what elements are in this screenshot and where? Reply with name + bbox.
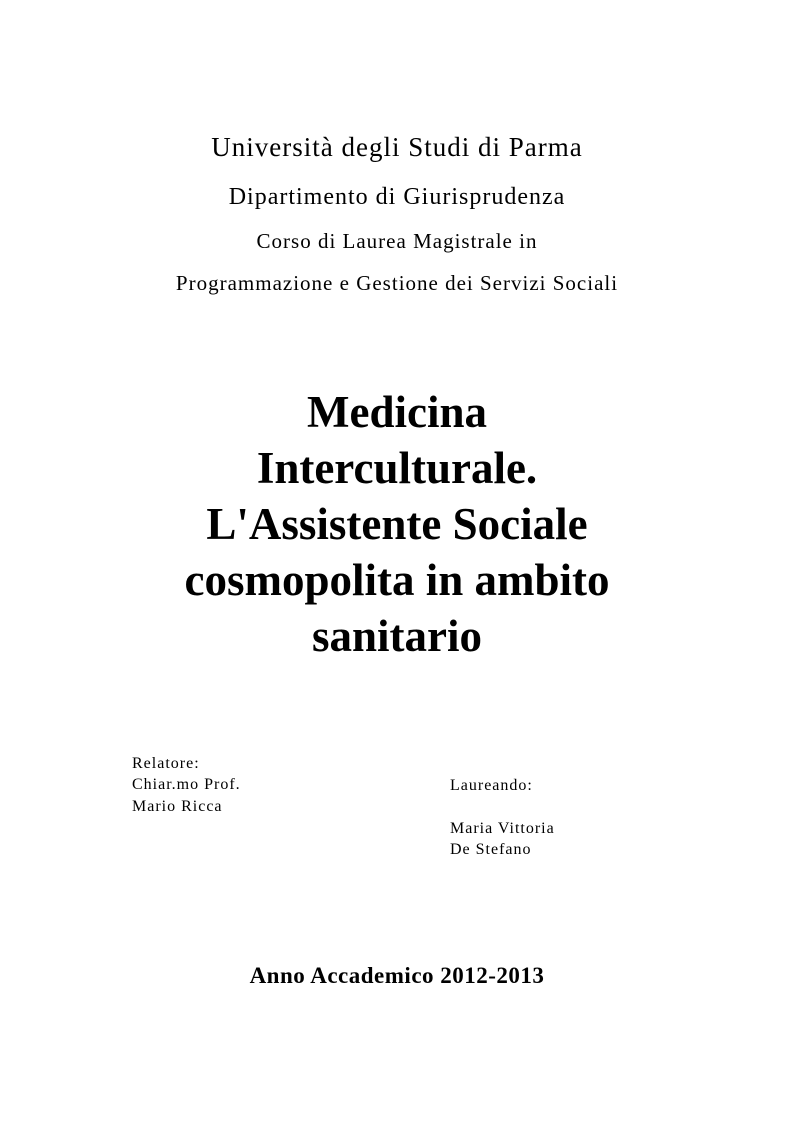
thesis-title-line: Interculturale. bbox=[256, 443, 538, 493]
thesis-title-line: Medicina bbox=[307, 387, 487, 437]
supervisor-title: Chiar.mo Prof. bbox=[132, 776, 241, 793]
thesis-title-line: L'Assistente Sociale bbox=[206, 499, 588, 549]
candidate-label: Laureando: bbox=[450, 777, 533, 794]
thesis-title-line: cosmopolita in ambito bbox=[184, 555, 610, 605]
course-name: Corso di Laurea Magistrale in bbox=[256, 229, 538, 253]
supervisor-name: Mario Ricca bbox=[132, 798, 223, 815]
thesis-title-line: sanitario bbox=[311, 611, 482, 661]
academic-year: Anno Accademico 2012-2013 bbox=[249, 963, 545, 988]
university-name: Università degli Studi di Parma bbox=[211, 132, 583, 162]
program-name: Programmazione e Gestione dei Servizi Sociali bbox=[175, 271, 619, 295]
supervisor-label: Relatore: bbox=[132, 755, 200, 772]
department-name: Dipartimento di Giurisprudenza bbox=[228, 184, 566, 210]
thesis-title bbox=[0, 384, 794, 664]
candidate-name-first: Maria Vittoria bbox=[450, 820, 555, 837]
candidate-name-last: De Stefano bbox=[450, 841, 532, 858]
